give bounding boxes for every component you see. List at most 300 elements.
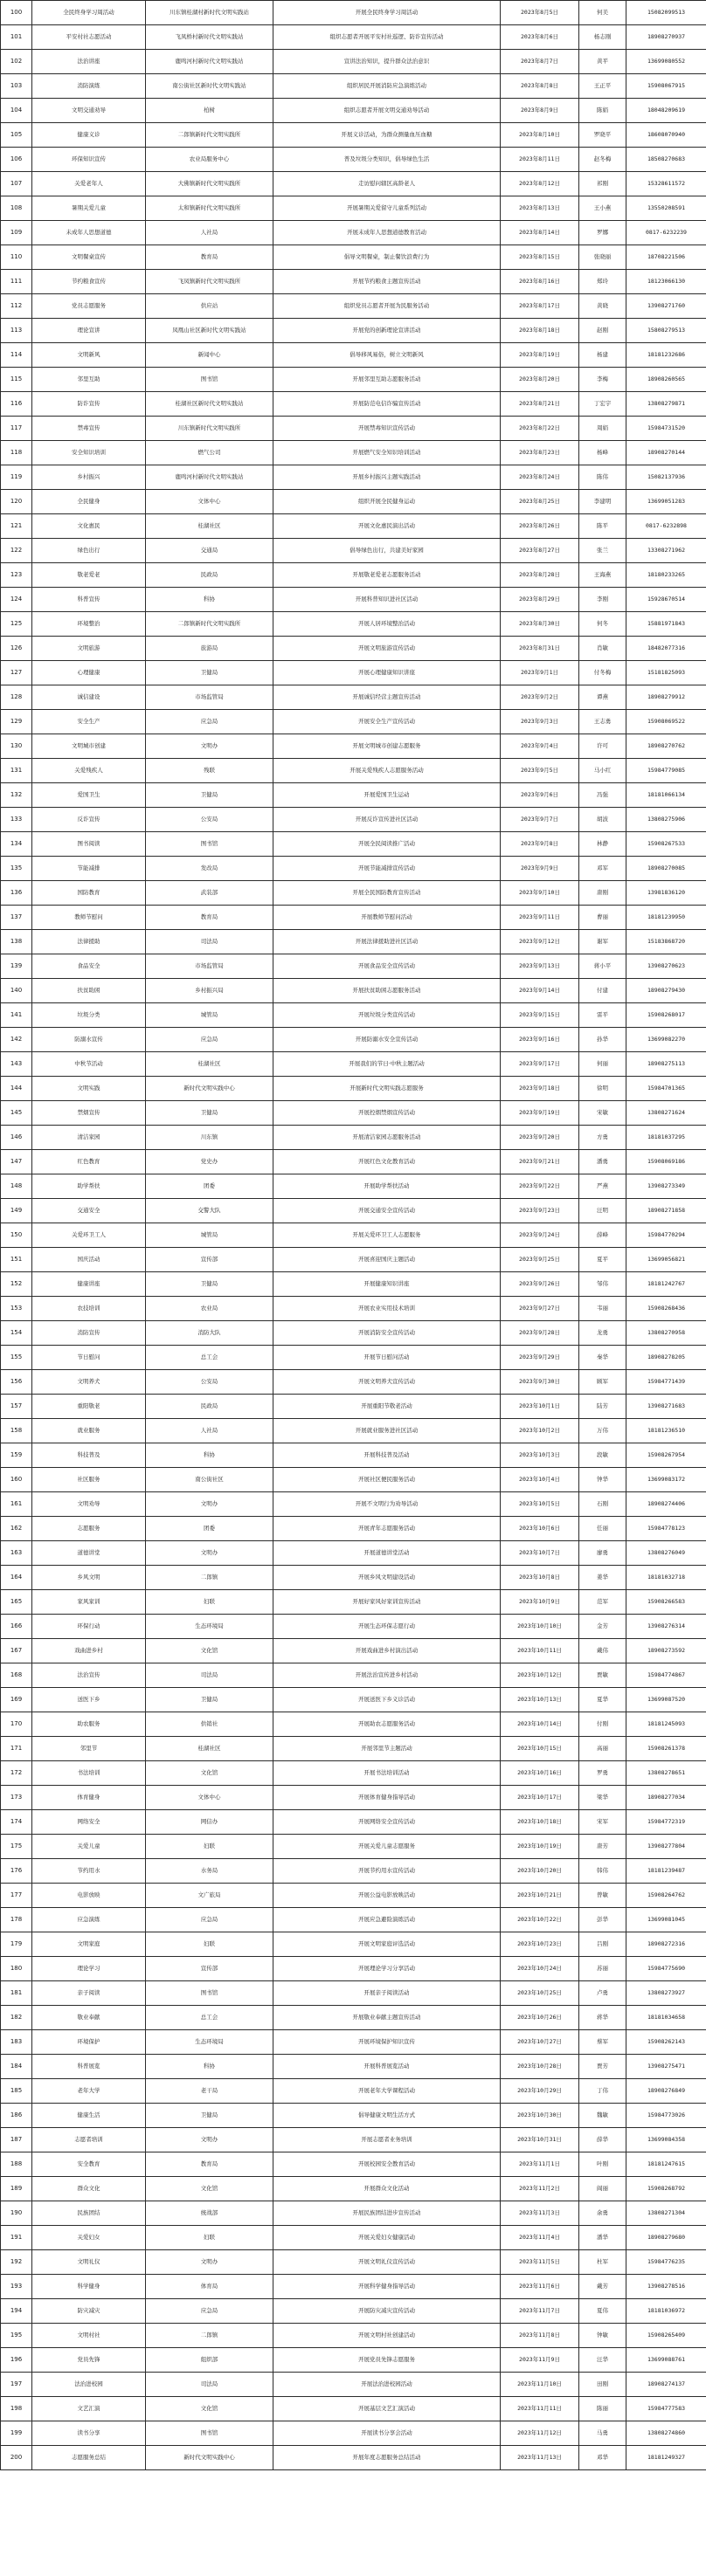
organizer-cell: 妇联: [146, 1932, 273, 1957]
activity-name-cell: 科普宣传: [32, 588, 146, 612]
activity-name-cell: 乡风文明: [32, 1566, 146, 1590]
activity-content-cell: 组织志愿者开展文明交通劝导活动: [273, 99, 501, 123]
table-row: [1, 1957, 706, 1981]
row-number-cell: 170: [1, 1712, 32, 1737]
activity-content-cell: 组织党员志愿者开展为民服务活动: [273, 294, 501, 319]
contact-person-cell: 丁宏宇: [579, 392, 626, 417]
table-row: [1, 1028, 706, 1052]
contact-phone-cell: 15984731520: [626, 417, 706, 441]
activity-date-cell: 2023年8月17日: [501, 294, 579, 319]
activity-date-cell: 2023年10月8日: [501, 1566, 579, 1590]
organizer-cell: 武装部: [146, 881, 273, 906]
activity-name-cell: 防诈宣传: [32, 392, 146, 417]
organizer-cell: 飞凤镇新时代文明实践所: [146, 270, 273, 294]
contact-person-cell: 魏敏: [579, 2104, 626, 2128]
table-row: [1, 343, 706, 368]
organizer-cell: 二郎镇: [146, 1566, 273, 1590]
contact-person-cell: 夏平: [579, 1248, 626, 1272]
activity-name-cell: 未成年人思想道德: [32, 221, 146, 245]
activity-name-cell: 环保行动: [32, 1615, 146, 1639]
activity-content-cell: 开展基层文艺汇演活动: [273, 2397, 501, 2421]
activity-name-cell: 文明旅游: [32, 637, 146, 661]
activity-name-cell: 科普展览: [32, 2055, 146, 2079]
organizer-cell: 人社局: [146, 1419, 273, 1443]
activity-date-cell: 2023年10月17日: [501, 1786, 579, 1810]
table-row: [1, 2006, 706, 2030]
organizer-cell: 妇联: [146, 1590, 273, 1615]
contact-person-cell: 付建: [579, 979, 626, 1003]
row-number-cell: 193: [1, 2275, 32, 2299]
contact-phone-cell: 13908273349: [626, 1174, 706, 1199]
activity-content-cell: 开展好家风好家训宣传活动: [273, 1590, 501, 1615]
activity-date-cell: 2023年10月10日: [501, 1615, 579, 1639]
activity-content-cell: 开展心理健康知识讲座: [273, 661, 501, 685]
contact-person-cell: 汪华: [579, 2348, 626, 2373]
contact-phone-cell: 13908277804: [626, 1835, 706, 1859]
contact-person-cell: 何丽: [579, 1052, 626, 1077]
organizer-cell: 党史办: [146, 1150, 273, 1174]
row-number-cell: 160: [1, 1468, 32, 1492]
contact-person-cell: 戴芳: [579, 2275, 626, 2299]
organizer-cell: 残联: [146, 759, 273, 783]
activity-name-cell: 文明餐桌宣传: [32, 245, 146, 270]
row-number-cell: 100: [1, 1, 32, 25]
activity-name-cell: 环境保护: [32, 2030, 146, 2055]
contact-person-cell: 方勇: [579, 1126, 626, 1150]
table-row: [1, 368, 706, 392]
activity-date-cell: 2023年11月8日: [501, 2324, 579, 2348]
activity-date-cell: 2023年8月27日: [501, 539, 579, 563]
activity-name-cell: 防灾减灾: [32, 2299, 146, 2324]
activity-name-cell: 健康义诊: [32, 123, 146, 148]
activity-name-cell: 教师节慰问: [32, 906, 146, 930]
row-number-cell: 165: [1, 1590, 32, 1615]
organizer-cell: 文明办: [146, 2250, 273, 2275]
activity-content-cell: 开展全民终身学习周活动: [273, 1, 501, 25]
activity-content-cell: 开展文明旅游宣传活动: [273, 637, 501, 661]
activity-content-cell: 开展文明城市创建志愿服务: [273, 734, 501, 759]
activity-name-cell: 图书阅读: [32, 832, 146, 857]
contact-person-cell: 潘华: [579, 2226, 626, 2250]
row-number-cell: 146: [1, 1126, 32, 1150]
row-number-cell: 125: [1, 612, 32, 637]
contact-person-cell: 罗晓平: [579, 123, 626, 148]
contact-person-cell: 王正平: [579, 74, 626, 99]
activity-content-cell: 开展反诈宣传进社区活动: [273, 808, 501, 832]
contact-phone-cell: 13699051283: [626, 490, 706, 514]
activity-content-cell: 开展戏曲进乡村演出活动: [273, 1639, 501, 1663]
activity-name-cell: 家风家训: [32, 1590, 146, 1615]
activity-content-cell: 开展就业服务进社区活动: [273, 1419, 501, 1443]
activity-content-cell: 开展邻里节主题活动: [273, 1737, 501, 1761]
contact-person-cell: 杨志刚: [579, 25, 626, 50]
table-row: [1, 514, 706, 539]
activity-name-cell: 理论宣讲: [32, 319, 146, 343]
activity-date-cell: 2023年10月28日: [501, 2055, 579, 2079]
organizer-cell: 司法局: [146, 930, 273, 954]
contact-person-cell: 蒋华: [579, 2006, 626, 2030]
organizer-cell: 卫健局: [146, 1101, 273, 1126]
contact-phone-cell: 15928670514: [626, 588, 706, 612]
activity-content-cell: 开展爱国卫生运动: [273, 783, 501, 808]
activity-name-cell: 关爱儿童: [32, 1835, 146, 1859]
organizer-cell: 总工会: [146, 2006, 273, 2030]
activity-name-cell: 送医下乡: [32, 1688, 146, 1712]
activity-content-cell: 开展我们的节日·中秋主题活动: [273, 1052, 501, 1077]
activity-name-cell: 文明劝导: [32, 1492, 146, 1517]
table-row: [1, 2128, 706, 2152]
activity-date-cell: 2023年8月7日: [501, 50, 579, 74]
activity-name-cell: 老年大学: [32, 2079, 146, 2104]
activity-date-cell: 2023年10月27日: [501, 2030, 579, 2055]
activity-date-cell: 2023年8月15日: [501, 245, 579, 270]
activity-date-cell: 2023年10月21日: [501, 1884, 579, 1908]
organizer-cell: 文明办: [146, 1492, 273, 1517]
contact-person-cell: 徐明: [579, 1077, 626, 1101]
row-number-cell: 184: [1, 2055, 32, 2079]
contact-person-cell: 蔡军: [579, 2030, 626, 2055]
row-number-cell: 148: [1, 1174, 32, 1199]
organizer-cell: 组织部: [146, 2348, 273, 2373]
contact-person-cell: 郑玲: [579, 270, 626, 294]
contact-person-cell: 汪明: [579, 1199, 626, 1223]
activity-content-cell: 组织开展全民健身运动: [273, 490, 501, 514]
row-number-cell: 189: [1, 2177, 32, 2201]
activity-name-cell: 电影放映: [32, 1884, 146, 1908]
contact-phone-cell: 15908268017: [626, 1003, 706, 1028]
activity-name-cell: 网络安全: [32, 1810, 146, 1835]
row-number-cell: 151: [1, 1248, 32, 1272]
activity-date-cell: 2023年8月30日: [501, 612, 579, 637]
table-row: [1, 1272, 706, 1297]
organizer-cell: 文广旅局: [146, 1884, 273, 1908]
row-number-cell: 174: [1, 1810, 32, 1835]
activity-content-cell: 倡导移风易俗，树立文明新风: [273, 343, 501, 368]
activity-name-cell: 环保知识宣传: [32, 148, 146, 172]
activity-content-cell: 开展文明养犬宣传活动: [273, 1370, 501, 1395]
contact-phone-cell: 13908276314: [626, 1615, 706, 1639]
table-row: [1, 2201, 706, 2226]
organizer-cell: 团委: [146, 1517, 273, 1541]
table-row: [1, 954, 706, 979]
activity-content-cell: 开展法治宣传进乡村活动: [273, 1663, 501, 1688]
activity-content-cell: 开展食品安全宣传活动: [273, 954, 501, 979]
table-row: [1, 2397, 706, 2421]
contact-person-cell: 贾敏: [579, 1663, 626, 1688]
organizer-cell: 应急局: [146, 1028, 273, 1052]
activity-name-cell: 科技普及: [32, 1443, 146, 1468]
organizer-cell: 鹿鸣河村新时代文明实践站: [146, 465, 273, 490]
activity-date-cell: 2023年9月10日: [501, 881, 579, 906]
contact-phone-cell: 18181239950: [626, 906, 706, 930]
row-number-cell: 180: [1, 1957, 32, 1981]
organizer-cell: 发改局: [146, 857, 273, 881]
table-row: [1, 1223, 706, 1248]
contact-phone-cell: 13308271962: [626, 539, 706, 563]
row-number-cell: 119: [1, 465, 32, 490]
table-row: [1, 1981, 706, 2006]
contact-phone-cell: 15984701365: [626, 1077, 706, 1101]
table-row: [1, 2348, 706, 2373]
activity-content-cell: 宣讲法治知识，提升群众法治意识: [273, 50, 501, 74]
contact-phone-cell: 15984779085: [626, 759, 706, 783]
organizer-cell: 卫健局: [146, 1688, 273, 1712]
row-number-cell: 114: [1, 343, 32, 368]
row-number-cell: 101: [1, 25, 32, 50]
contact-phone-cell: 18908277034: [626, 1786, 706, 1810]
organizer-cell: 供销社: [146, 1712, 273, 1737]
organizer-cell: 应急局: [146, 710, 273, 734]
activity-date-cell: 2023年9月18日: [501, 1077, 579, 1101]
row-number-cell: 129: [1, 710, 32, 734]
activity-content-cell: 开展道德讲堂活动: [273, 1541, 501, 1566]
contact-phone-cell: 18181066134: [626, 783, 706, 808]
table-row: [1, 417, 706, 441]
activity-date-cell: 2023年10月18日: [501, 1810, 579, 1835]
contact-person-cell: 王志勇: [579, 710, 626, 734]
organizer-cell: 川东镇桂湖村新时代文明实践站: [146, 1, 273, 25]
activity-content-cell: 开展民族团结进步宣传活动: [273, 2201, 501, 2226]
organizer-cell: 科协: [146, 1443, 273, 1468]
organizer-cell: 消防大队: [146, 1321, 273, 1346]
activity-content-cell: 开展文明村社创建活动: [273, 2324, 501, 2348]
table-row: [1, 2421, 706, 2446]
row-number-cell: 177: [1, 1884, 32, 1908]
contact-phone-cell: 15908069522: [626, 710, 706, 734]
contact-phone-cell: 15908268792: [626, 2177, 706, 2201]
contact-person-cell: 陈伟: [579, 465, 626, 490]
organizer-cell: 文化馆: [146, 1761, 273, 1786]
activity-name-cell: 党员先锋: [32, 2348, 146, 2373]
contact-person-cell: 王小燕: [579, 196, 626, 221]
activity-content-cell: 开展志愿者业务培训: [273, 2128, 501, 2152]
activity-content-cell: 开展不文明行为劝导活动: [273, 1492, 501, 1517]
row-number-cell: 199: [1, 2421, 32, 2446]
activity-name-cell: 戏曲进乡村: [32, 1639, 146, 1663]
activity-content-cell: 开展人居环境整治活动: [273, 612, 501, 637]
activity-date-cell: 2023年10月2日: [501, 1419, 579, 1443]
contact-person-cell: 张晓丽: [579, 245, 626, 270]
row-number-cell: 105: [1, 123, 32, 148]
activity-name-cell: 社区服务: [32, 1468, 146, 1492]
contact-phone-cell: 15984773026: [626, 2104, 706, 2128]
table-row: [1, 1395, 706, 1419]
contact-person-cell: 宋敏: [579, 1101, 626, 1126]
row-number-cell: 149: [1, 1199, 32, 1223]
activity-name-cell: 关爱妇女: [32, 2226, 146, 2250]
row-number-cell: 107: [1, 172, 32, 196]
contact-person-cell: 姜华: [579, 1566, 626, 1590]
organizer-cell: 二郎镇新时代文明实践所: [146, 612, 273, 637]
contact-phone-cell: 18181232686: [626, 343, 706, 368]
row-number-cell: 190: [1, 2201, 32, 2226]
organizer-cell: 生态环境局: [146, 1615, 273, 1639]
contact-phone-cell: 18908274406: [626, 1492, 706, 1517]
activity-content-cell: 开展敬业奉献主题宣传活动: [273, 2006, 501, 2030]
contact-phone-cell: 18181036972: [626, 2299, 706, 2324]
activity-name-cell: 节约用水: [32, 1859, 146, 1884]
organizer-cell: 应急局: [146, 2299, 273, 2324]
organizer-cell: 乡村振兴局: [146, 979, 273, 1003]
activity-name-cell: 文艺汇演: [32, 2397, 146, 2421]
contact-person-cell: 苏丽: [579, 1957, 626, 1981]
activity-content-cell: 开展公益电影放映活动: [273, 1884, 501, 1908]
organizer-cell: 文化馆: [146, 1639, 273, 1663]
contact-person-cell: 钟华: [579, 1468, 626, 1492]
activity-date-cell: 2023年10月19日: [501, 1835, 579, 1859]
organizer-cell: 网信办: [146, 1810, 273, 1835]
contact-phone-cell: 15183868720: [626, 930, 706, 954]
row-number-cell: 182: [1, 2006, 32, 2030]
row-number-cell: 140: [1, 979, 32, 1003]
activity-name-cell: 节约粮食宣传: [32, 270, 146, 294]
row-number-cell: 143: [1, 1052, 32, 1077]
activity-content-cell: 开展邻里互助志愿服务活动: [273, 368, 501, 392]
activity-date-cell: 2023年10月11日: [501, 1639, 579, 1663]
table-row: [1, 25, 706, 50]
activity-date-cell: 2023年8月25日: [501, 490, 579, 514]
row-number-cell: 173: [1, 1786, 32, 1810]
contact-phone-cell: 13908278516: [626, 2275, 706, 2299]
contact-person-cell: 蒋小平: [579, 954, 626, 979]
organizer-cell: 卫健局: [146, 1272, 273, 1297]
contact-person-cell: 胡波: [579, 808, 626, 832]
table-row: [1, 1517, 706, 1541]
row-number-cell: 197: [1, 2373, 32, 2397]
organizer-cell: 新时代文明实践中心: [146, 1077, 273, 1101]
activity-date-cell: 2023年8月5日: [501, 1, 579, 25]
row-number-cell: 150: [1, 1223, 32, 1248]
activity-date-cell: 2023年9月17日: [501, 1052, 579, 1077]
activity-date-cell: 2023年8月14日: [501, 221, 579, 245]
activity-name-cell: 助学帮扶: [32, 1174, 146, 1199]
table-row: [1, 612, 706, 637]
table-row: [1, 1174, 706, 1199]
table-row: [1, 1492, 706, 1517]
contact-phone-cell: 18908270144: [626, 441, 706, 465]
organizer-cell: 桂湖社区: [146, 1052, 273, 1077]
activity-name-cell: 国防教育: [32, 881, 146, 906]
activity-name-cell: 农技培训: [32, 1297, 146, 1321]
contact-phone-cell: 13808271304: [626, 2201, 706, 2226]
activity-name-cell: 敬老爱老: [32, 563, 146, 588]
activity-name-cell: 爱国卫生: [32, 783, 146, 808]
row-number-cell: 138: [1, 930, 32, 954]
organizer-cell: 宣传部: [146, 1957, 273, 1981]
table-row: [1, 465, 706, 490]
contact-phone-cell: 18508270683: [626, 148, 706, 172]
activity-date-cell: 2023年11月11日: [501, 2397, 579, 2421]
organizer-cell: 卫健局: [146, 661, 273, 685]
row-number-cell: 102: [1, 50, 32, 74]
organizer-cell: 体育局: [146, 2275, 273, 2299]
contact-phone-cell: 18908260565: [626, 368, 706, 392]
activity-name-cell: 文明村社: [32, 2324, 146, 2348]
table-row: [1, 685, 706, 710]
organizer-cell: 科协: [146, 2055, 273, 2079]
contact-person-cell: 秦华: [579, 1346, 626, 1370]
row-number-cell: 194: [1, 2299, 32, 2324]
activity-content-cell: 开展文明家庭评选活动: [273, 1932, 501, 1957]
table-row: [1, 857, 706, 881]
contact-phone-cell: 13699088761: [626, 2348, 706, 2373]
row-number-cell: 136: [1, 881, 32, 906]
table-row: [1, 1248, 706, 1272]
activity-content-cell: 开展送医下乡义诊活动: [273, 1688, 501, 1712]
contact-phone-cell: 18181245093: [626, 1712, 706, 1737]
contact-phone-cell: 13699080552: [626, 50, 706, 74]
contact-person-cell: 张兰: [579, 539, 626, 563]
activity-content-cell: 开展节日慰问活动: [273, 1346, 501, 1370]
row-number-cell: 171: [1, 1737, 32, 1761]
activity-content-cell: 开展网络安全宣传活动: [273, 1810, 501, 1835]
activity-name-cell: 清洁家园: [32, 1126, 146, 1150]
row-number-cell: 104: [1, 99, 32, 123]
table-row: [1, 1810, 706, 1835]
row-number-cell: 179: [1, 1932, 32, 1957]
contact-person-cell: 何美: [579, 1, 626, 25]
activity-date-cell: 2023年10月16日: [501, 1761, 579, 1786]
activity-content-cell: 开展交通安全宣传活动: [273, 1199, 501, 1223]
contact-person-cell: 李梅: [579, 368, 626, 392]
contact-person-cell: 邓华: [579, 2446, 626, 2470]
table-row: [1, 1077, 706, 1101]
organizer-cell: 桂湖社区: [146, 1737, 273, 1761]
activity-date-cell: 2023年10月1日: [501, 1395, 579, 1419]
activity-date-cell: 2023年8月29日: [501, 588, 579, 612]
contact-phone-cell: 18908270762: [626, 734, 706, 759]
row-number-cell: 168: [1, 1663, 32, 1688]
activity-name-cell: 节日慰问: [32, 1346, 146, 1370]
row-number-cell: 172: [1, 1761, 32, 1786]
activity-content-cell: 倡导健康文明生活方式: [273, 2104, 501, 2128]
row-number-cell: 191: [1, 2226, 32, 2250]
table-row: [1, 588, 706, 612]
activity-date-cell: 2023年9月15日: [501, 1003, 579, 1028]
contact-phone-cell: 13808279871: [626, 392, 706, 417]
contact-person-cell: 王海燕: [579, 563, 626, 588]
contact-phone-cell: 18181236510: [626, 1419, 706, 1443]
contact-person-cell: 龙勇: [579, 1321, 626, 1346]
row-number-cell: 115: [1, 368, 32, 392]
organizer-cell: 教育局: [146, 245, 273, 270]
table-row: [1, 1932, 706, 1957]
contact-phone-cell: 13808270958: [626, 1321, 706, 1346]
contact-person-cell: 罗娜: [579, 221, 626, 245]
activity-name-cell: 消防演练: [32, 74, 146, 99]
contact-phone-cell: 18908273592: [626, 1639, 706, 1663]
organizer-cell: 老干局: [146, 2079, 273, 2104]
contact-person-cell: 顾军: [579, 1370, 626, 1395]
contact-phone-cell: 18123066130: [626, 270, 706, 294]
activity-name-cell: 文明家庭: [32, 1932, 146, 1957]
contact-person-cell: 万伟: [579, 1419, 626, 1443]
activity-name-cell: 志愿服务总结: [32, 2446, 146, 2470]
organizer-cell: 人社局: [146, 221, 273, 245]
activity-name-cell: 党员志愿服务: [32, 294, 146, 319]
activity-name-cell: 安全生产: [32, 710, 146, 734]
contact-phone-cell: 13808276049: [626, 1541, 706, 1566]
row-number-cell: 163: [1, 1541, 32, 1566]
activity-date-cell: 2023年8月18日: [501, 319, 579, 343]
contact-phone-cell: 0817-6232239: [626, 221, 706, 245]
activity-content-cell: 开展环境保护知识宣传: [273, 2030, 501, 2055]
contact-phone-cell: 18908276849: [626, 2079, 706, 2104]
activity-name-cell: 安全教育: [32, 2152, 146, 2177]
activity-name-cell: 暑期关爱儿童: [32, 196, 146, 221]
activity-name-cell: 文明养犬: [32, 1370, 146, 1395]
contact-person-cell: 余勇: [579, 2201, 626, 2226]
